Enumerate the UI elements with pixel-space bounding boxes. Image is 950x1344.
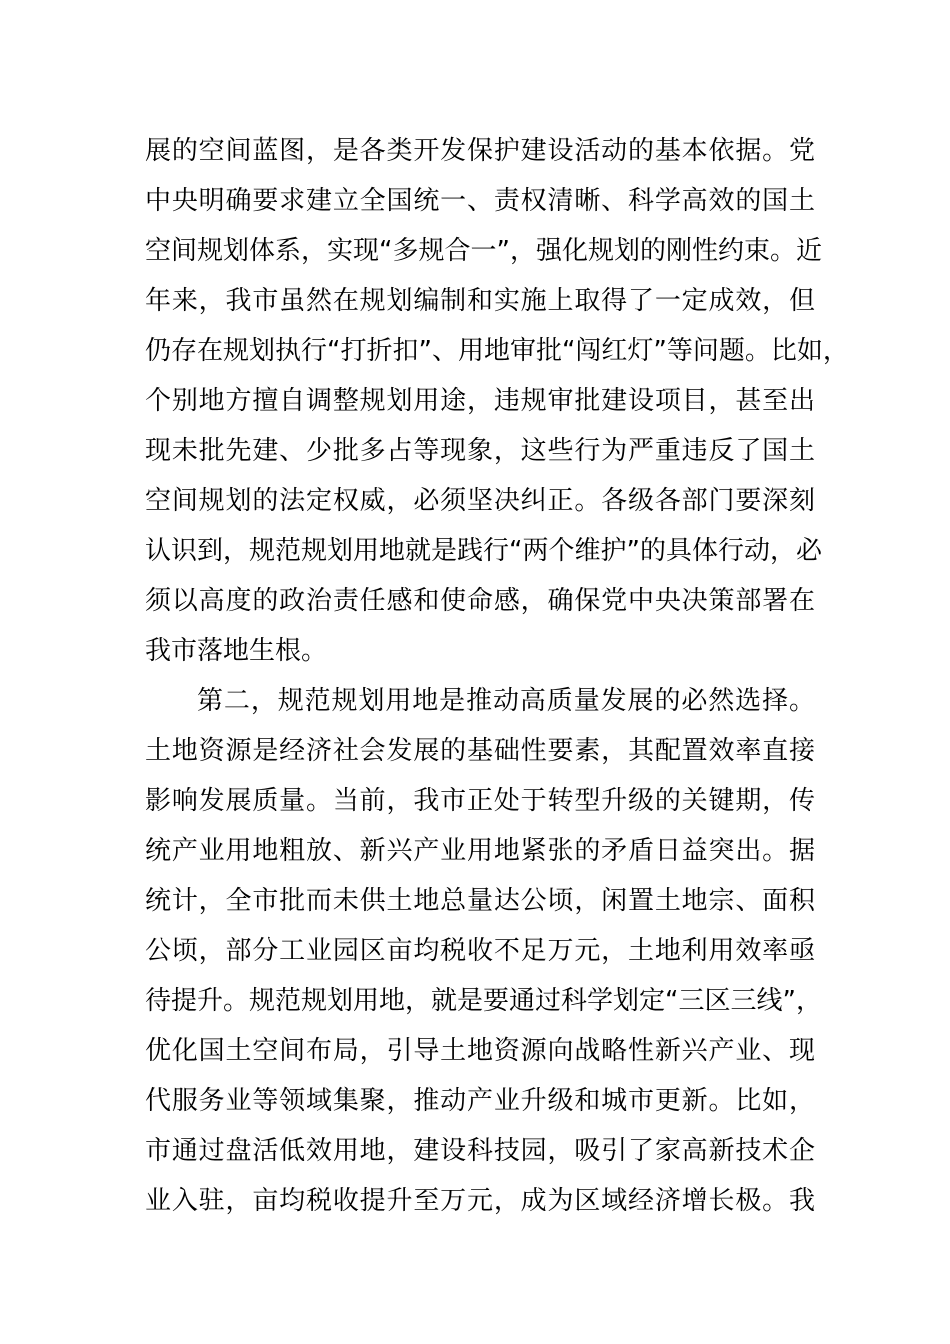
text-line: 公顷，部分工业园区亩均税收不足万元，土地利用效率亟 [145, 936, 815, 966]
text-line: 现未批先建、少批多占等现象，这些行为严重违反了国土 [145, 436, 815, 466]
text-line: 须以高度的政治责任感和使命感，确保党中央决策部署在 [145, 586, 815, 616]
text-line: 年来，我市虽然在规划编制和实施上取得了一定成效，但 [145, 286, 815, 316]
text-line: 优化国土空间布局，引导土地资源向战略性新兴产业、现 [145, 1036, 815, 1066]
text-line: 我市落地生根。 [145, 636, 328, 666]
text-line: 统计，全市批而未供土地总量达公顷，闲置土地宗、面积 [145, 886, 815, 916]
text-line: 业入驻，亩均税收提升至万元，成为区域经济增长极。我 [145, 1186, 815, 1216]
text-line: 认识到，规范规划用地就是践行“两个维护”的具体行动，必 [145, 536, 822, 566]
text-line: 土地资源是经济社会发展的基础性要素，其配置效率直接 [145, 736, 815, 766]
text-line: 代服务业等领域集聚，推动产业升级和城市更新。比如， [145, 1086, 815, 1116]
text-line: 市通过盘活低效用地，建设科技园，吸引了家高新技术企 [145, 1136, 815, 1166]
text-line: 展的空间蓝图，是各类开发保护建设活动的基本依据。党 [145, 136, 815, 166]
text-line: 个别地方擅自调整规划用途，违规审批建设项目，甚至出 [145, 386, 815, 416]
text-line: 影响发展质量。当前，我市正处于转型升级的关键期，传 [145, 786, 815, 816]
text-line: 空间规划的法定权威，必须坚决纠正。各级各部门要深刻 [145, 486, 815, 516]
text-line: 空间规划体系，实现“多规合一”，强化规划的刚性约束。近 [145, 236, 822, 266]
text-line: 统产业用地粗放、新兴产业用地紧张的矛盾日益突出。据 [145, 836, 815, 866]
body-text [145, 126, 849, 1226]
text-line: 中央明确要求建立全国统一、责权清晰、科学高效的国土 [145, 186, 815, 216]
section-heading-line: 第二，规范规划用地是推动高质量发展的必然选择。 [197, 686, 815, 716]
text-line: 待提升。规范规划用地，就是要通过科学划定“三区三线”， [145, 986, 822, 1016]
text-line: 仍存在规划执行“打折扣”、用地审批“闯红灯”等问题。比如， [145, 336, 849, 366]
